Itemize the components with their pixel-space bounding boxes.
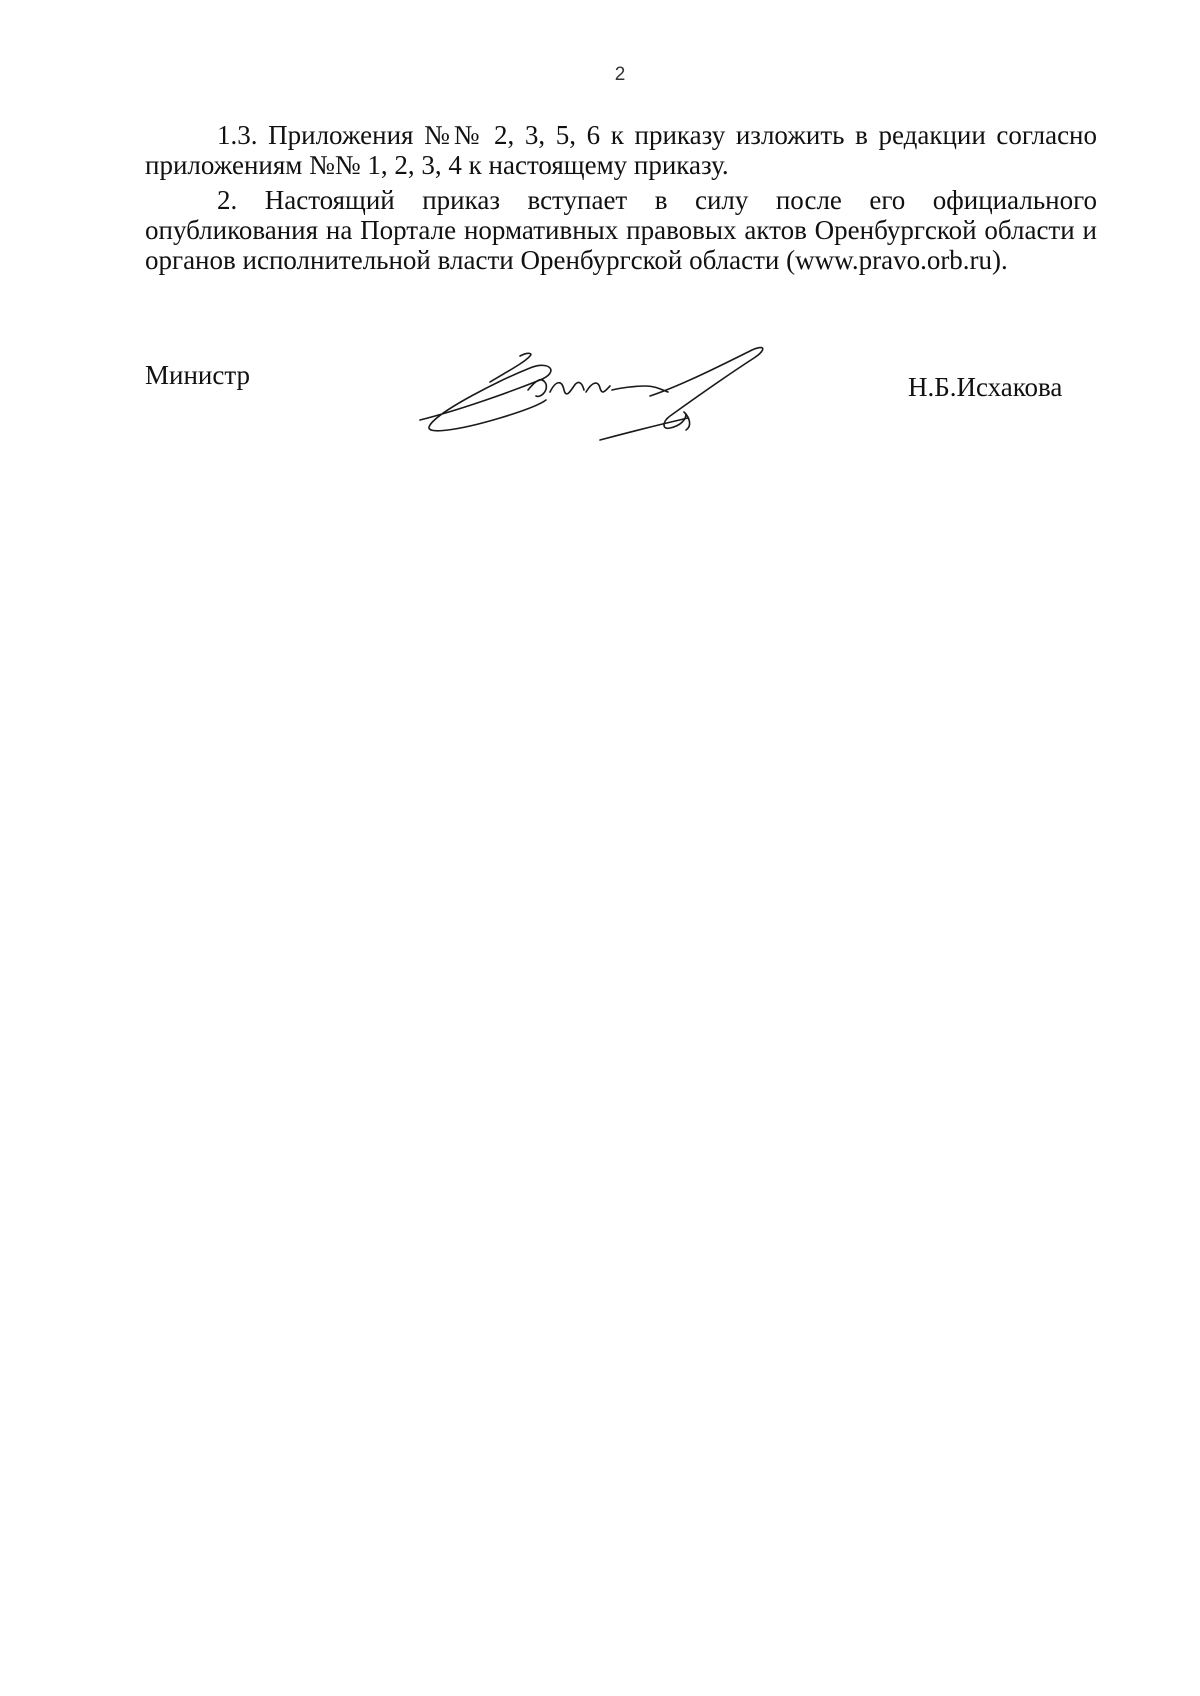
signature-block — [0, 360, 1200, 460]
paragraph-2: 2. Настоящий приказ вступает в силу после его официального опубликования на Портале нормативных правовых актов Оренбургской области и органов исполнительной власти Оренбургской области (www.pravo.orb.ru). — [145, 185, 1097, 275]
page-number: 2 — [614, 64, 626, 85]
signatory-title: Министр — [145, 360, 250, 390]
signatory-name: Н.Б.Исхакова — [908, 372, 1063, 402]
paragraph-1-3: 1.3. Приложения №№ 2, 3, 5, 6 к приказу изложить в редакции согласно приложениям №№ 1, 2, 3, 4 к настоящему приказу. — [145, 120, 1097, 180]
handwritten-signature — [400, 340, 820, 460]
